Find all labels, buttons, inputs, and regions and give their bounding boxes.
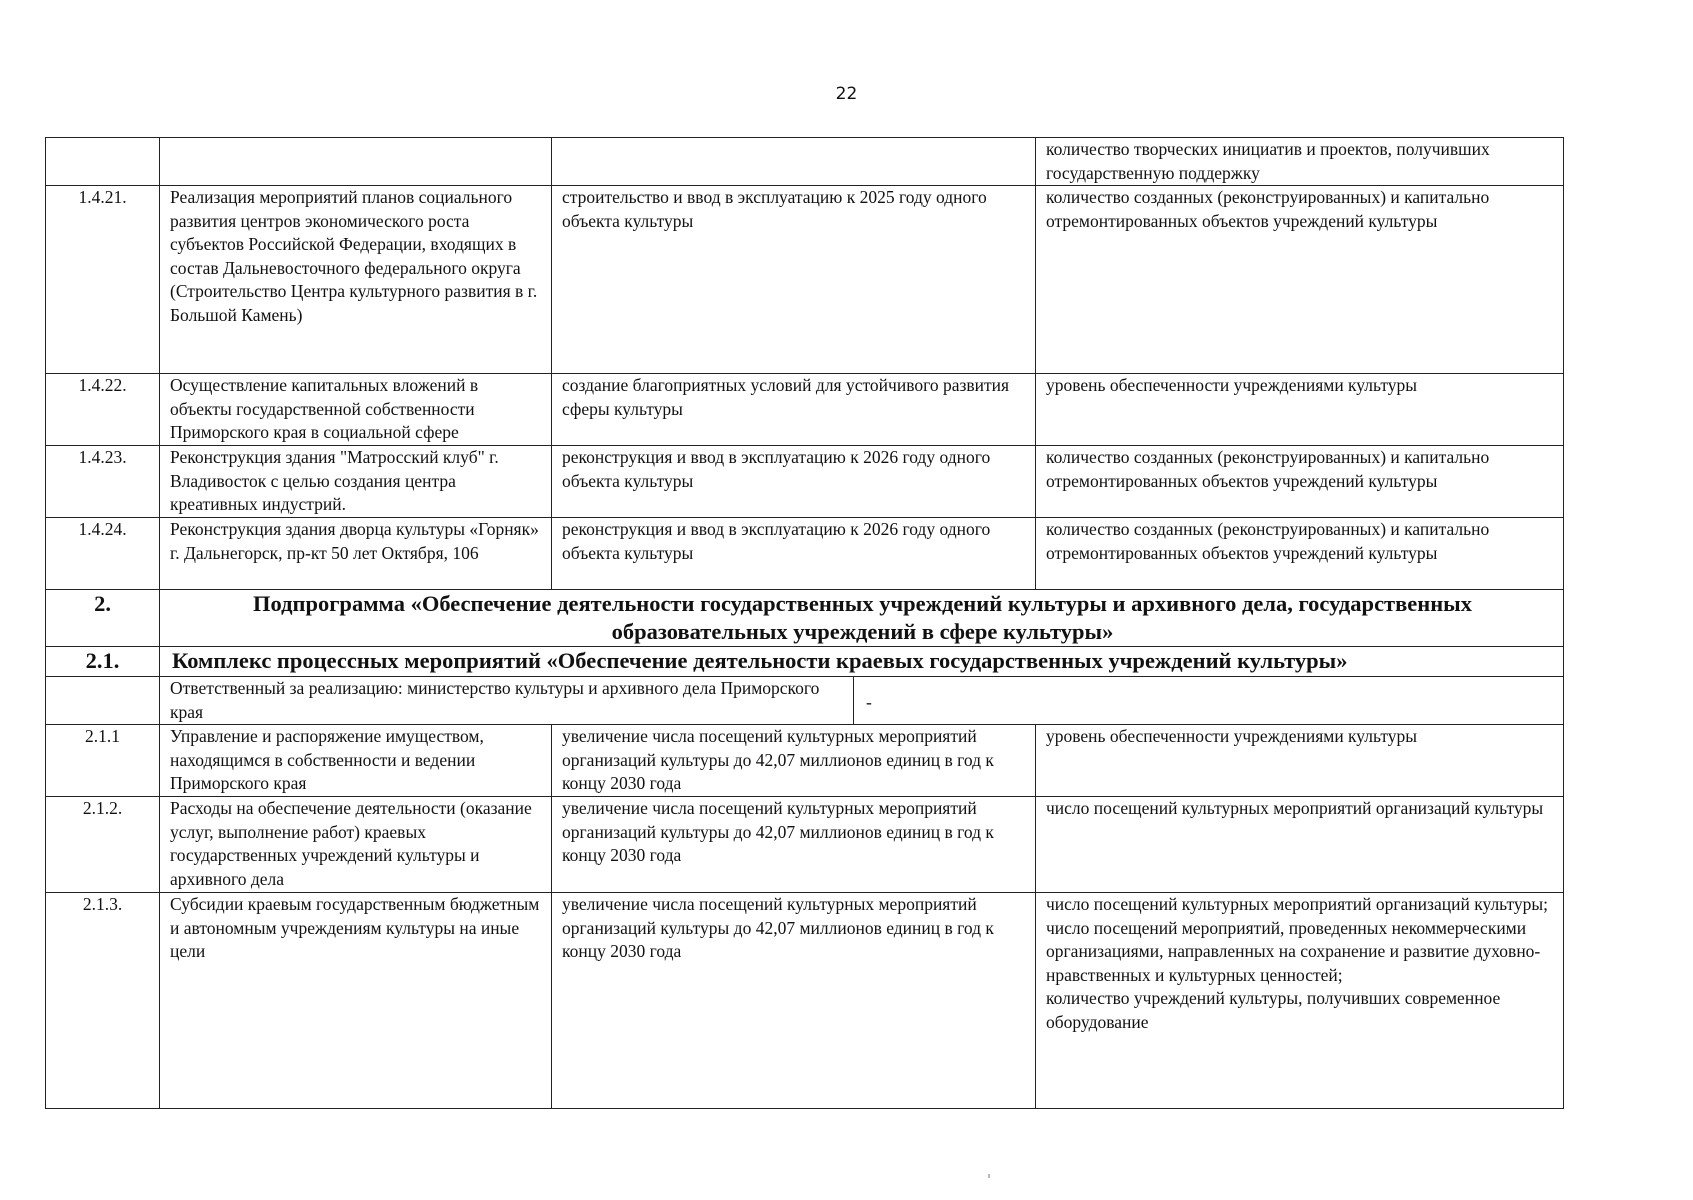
subprogram-title: Подпрограмма «Обеспечение деятельности государственных учреждений культуры и архивного дела, государственных образовательных учреждений в сфере культуры» — [160, 590, 1564, 647]
table-row — [46, 446, 1564, 518]
indicator-line: число посещений мероприятий, проведенных некоммерческими организациями, направленных на сохранение и развитие духовно-нравственных и культурных ценностей; — [1046, 917, 1541, 985]
measure-name: Расходы на обеспечение деятельности (оказание услуг, выполнение работ) краевых государственных учреждений культуры и архивного дела — [160, 797, 552, 893]
responsible-cell — [160, 677, 1564, 725]
responsible-empty-cell — [46, 677, 160, 725]
measure-name: Реконструкция здания дворца культуры «Горняк» г. Дальнегорск, пр-кт 50 лет Октября, 106 — [160, 518, 552, 590]
responsible-row — [46, 677, 1564, 725]
indicator-line: число посещений культурных мероприятий организаций культуры; — [1046, 894, 1549, 914]
row-number: 1.4.21. — [46, 186, 160, 374]
table-row — [46, 138, 1564, 186]
measures-table — [45, 137, 1564, 1109]
indicator: количество созданных (реконструированных) и капитально отремонтированных объектов учреждений культуры — [1036, 518, 1564, 590]
complex-number: 2.1. — [46, 647, 160, 677]
row-number: 2.1.3. — [46, 893, 160, 1109]
expected-result: увеличение числа посещений культурных мероприятий организаций культуры до 42,07 миллионов единиц в год к концу 2030 года — [552, 797, 1036, 893]
row-number: 1.4.24. — [46, 518, 160, 590]
measure-name: Управление и распоряжение имуществом, находящимся в собственности и ведении Приморского края — [160, 725, 552, 797]
expected-result: строительство и ввод в эксплуатацию к 2025 году одного объекта культуры — [552, 186, 1036, 374]
table-row — [46, 893, 1564, 1109]
measure-name — [160, 138, 552, 186]
row-number: 1.4.23. — [46, 446, 160, 518]
page-number: 22 — [835, 84, 858, 104]
indicator: уровень обеспеченности учреждениями культуры — [1036, 725, 1564, 797]
responsible-text: Ответственный за реализацию: министерство культуры и архивного дела Приморского края — [170, 677, 854, 724]
expected-result — [552, 138, 1036, 186]
indicator: число посещений культурных мероприятий организаций культуры — [1036, 797, 1564, 893]
table-row — [46, 725, 1564, 797]
indicator: уровень обеспеченности учреждениями культуры — [1036, 374, 1564, 446]
expected-result: реконструкция и ввод в эксплуатацию к 2026 году одного объекта культуры — [552, 518, 1036, 590]
row-number: 2.1.2. — [46, 797, 160, 893]
row-number — [46, 138, 160, 186]
subprogram-number: 2. — [46, 590, 160, 647]
expected-result: увеличение числа посещений культурных мероприятий организаций культуры до 42,07 миллионов единиц в год к концу 2030 года — [552, 725, 1036, 797]
responsible-dash: - — [866, 692, 872, 712]
measure-name: Осуществление капитальных вложений в объекты государственной собственности Приморского края в социальной сфере — [160, 374, 552, 446]
table-row — [46, 518, 1564, 590]
indicator — [1036, 893, 1564, 1109]
table-row — [46, 797, 1564, 893]
indicator-line: количество учреждений культуры, получивших современное оборудование — [1046, 988, 1501, 1032]
indicator: количество созданных (реконструированных) и капитально отремонтированных объектов учреждений культуры — [1036, 186, 1564, 374]
complex-row — [46, 647, 1564, 677]
subprogram-row — [46, 590, 1564, 647]
complex-title: Комплекс процессных мероприятий «Обеспечение деятельности краевых государственных учреждений культуры» — [160, 647, 1564, 677]
row-number: 1.4.22. — [46, 374, 160, 446]
expected-result: реконструкция и ввод в эксплуатацию к 2026 году одного объекта культуры — [552, 446, 1036, 518]
measure-name: Реализация мероприятий планов социального развития центров экономического роста субъектов Российской Федерации, входящих в состав Дальневосточного федерального округа (Строительство Центра культурного развития в г. Большой Камень) — [160, 186, 552, 374]
scan-mark — [988, 1174, 990, 1178]
indicator: количество творческих инициатив и проектов, получивших государственную поддержку — [1036, 138, 1564, 186]
row-number: 2.1.1 — [46, 725, 160, 797]
measure-name: Субсидии краевым государственным бюджетным и автономным учреждениям культуры на иные цели — [160, 893, 552, 1109]
table-row — [46, 374, 1564, 446]
table-row — [46, 186, 1564, 374]
indicator: количество созданных (реконструированных) и капитально отремонтированных объектов учреждений культуры — [1036, 446, 1564, 518]
measure-name: Реконструкция здания "Матросский клуб" г. Владивосток с целью создания центра креативных индустрий. — [160, 446, 552, 518]
expected-result: создание благоприятных условий для устойчивого развития сферы культуры — [552, 374, 1036, 446]
expected-result: увеличение числа посещений культурных мероприятий организаций культуры до 42,07 миллионов единиц в год к концу 2030 года — [552, 893, 1036, 1109]
